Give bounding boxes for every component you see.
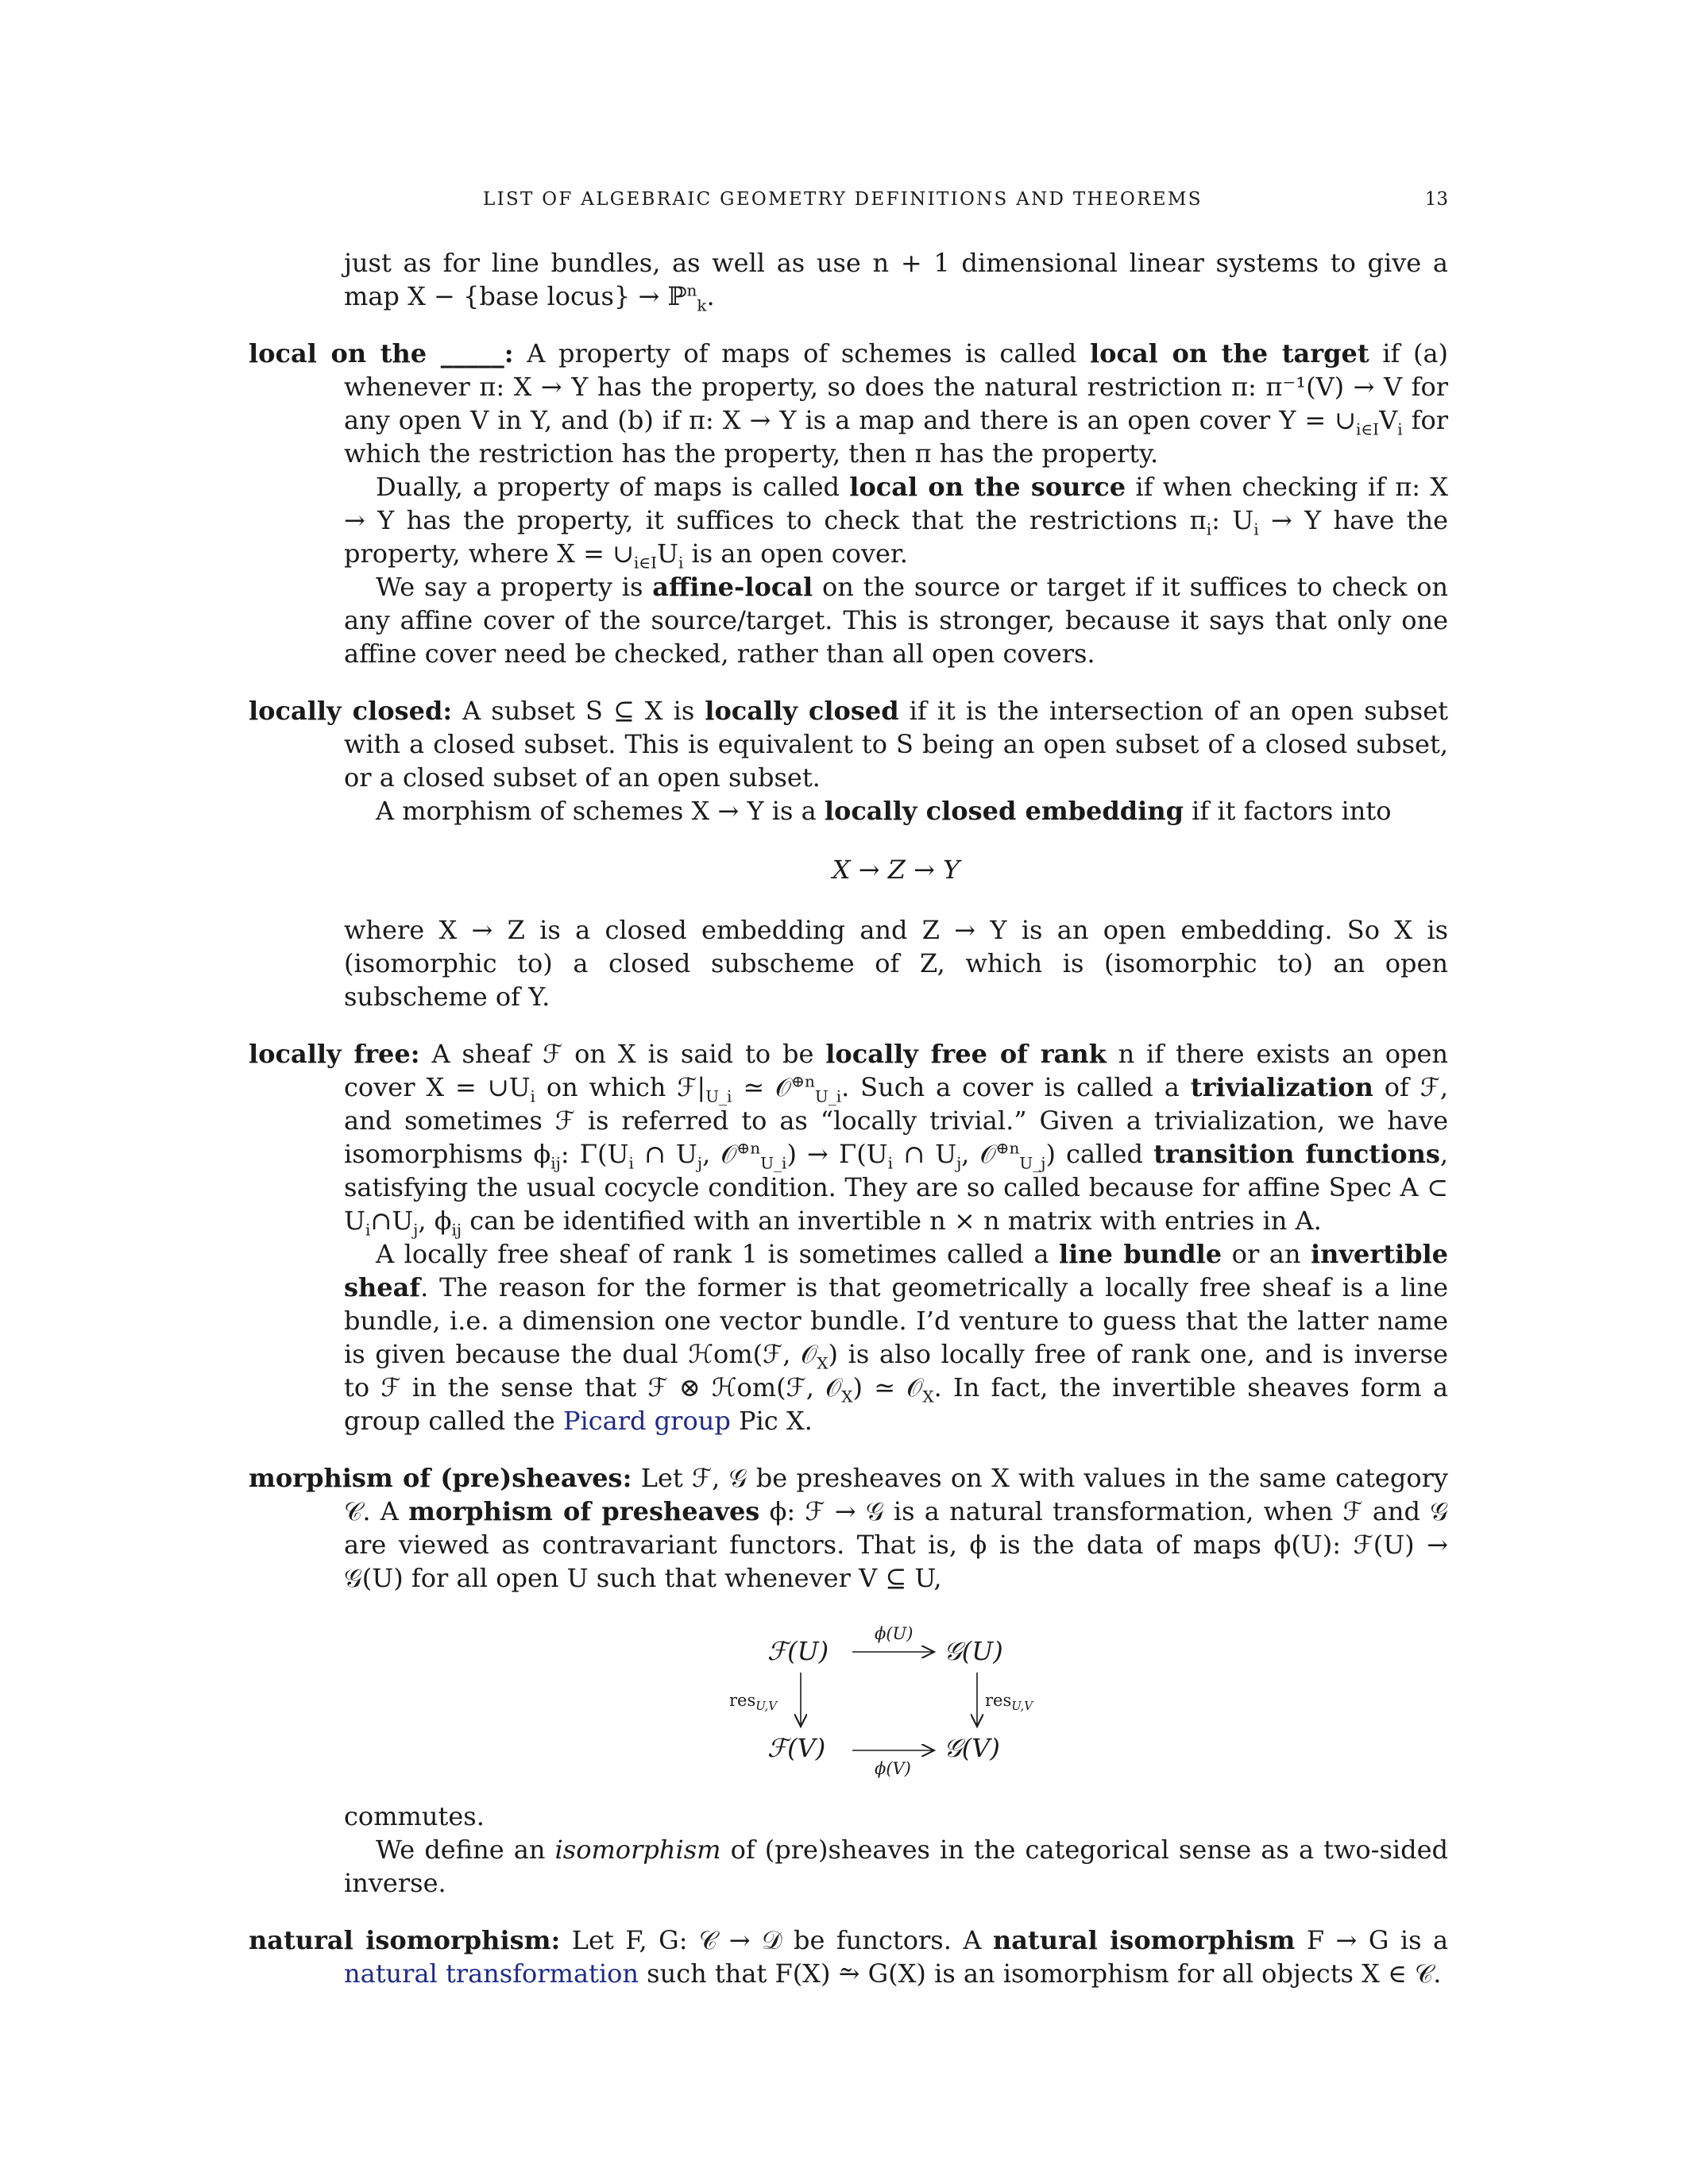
commutative-diagram-svg [729, 1609, 1063, 1792]
text: ) ≃ 𝒪 [852, 1372, 923, 1403]
continuation-line2: X − {base locus} → ℙ [408, 281, 687, 311]
math-subscript: i [887, 1153, 894, 1173]
cd-right-arrow-label: res$_{U,V}$ [985, 1691, 1033, 1713]
text: V [1379, 405, 1398, 435]
bold-term: natural isomorphism [992, 1925, 1296, 1955]
term-natural-isomorphism: natural isomorphism: [249, 1925, 561, 1955]
text: . Such a cover is called a [841, 1072, 1180, 1102]
cd-top-right: 𝒢(U) [944, 1636, 1003, 1666]
bold-term: locally closed [705, 696, 899, 726]
entry-morphism-of-presheaves [249, 1461, 1448, 1900]
text: A morphism of schemes X → Y is a [376, 796, 817, 826]
math-subscript: i [1253, 519, 1259, 539]
text: Let ℱ, 𝒢 be presheaves on X with values in the same category 𝒞. A [344, 1463, 1448, 1526]
commutative-diagram [249, 1609, 1448, 1792]
text: if it is the intersection of an open subset with a closed subset. This is equivalent to S being an open subset of a closed subset, or a closed subset of an open subset. [344, 696, 1449, 793]
math-subscript: U_i [814, 1086, 842, 1106]
math-subscript: i [1397, 419, 1403, 439]
text: A sheaf ℱ on X is said to be [431, 1039, 814, 1069]
continuation-paragraph [249, 246, 1448, 313]
text: , ϕ [418, 1206, 452, 1236]
text: is an open cover. [691, 538, 908, 569]
text: ∩U [370, 1206, 414, 1236]
continuation-line1: just as for line bundles, as well as use n + 1 dimensional linear systems to give a map [344, 248, 1448, 311]
text: , satisfying the usual cocycle condition. They are so called because for affine Spec A ⊂ U [344, 1139, 1449, 1236]
entry-locally-closed [249, 694, 1448, 1013]
header-title: LIST OF ALGEBRAIC GEOMETRY DEFINITIONS AND THEOREMS [483, 189, 1203, 210]
math-subscript: i [678, 553, 684, 573]
math-subscript: i∈I [633, 553, 657, 573]
text: Let F, G: 𝒞 → 𝒟 be functors. A [571, 1925, 982, 1955]
text: ) called [1045, 1139, 1143, 1169]
cd-bottom-right: 𝒢(V) [944, 1733, 1000, 1763]
math-subscript: U_i [705, 1086, 732, 1106]
text: on which ℱ| [546, 1072, 706, 1102]
math-subscript: j [956, 1153, 962, 1173]
bold-term: trivialization [1190, 1072, 1373, 1102]
text: commutes. [344, 1801, 485, 1831]
text: U [657, 538, 678, 569]
text: such that F(X) ⥲ G(X) is an isomorphism for all objects X ∈ 𝒞. [647, 1958, 1442, 1989]
text: for which the restriction has the property, then π has the property. [344, 405, 1449, 469]
text: A locally free sheaf of rank 1 is sometimes called a [376, 1239, 1049, 1269]
cd-left-arrow-label: res$_{U,V}$ [729, 1691, 778, 1713]
text: if (a) whenever π: X → Y has the property, so does the natural restriction π: π⁻¹(V) → V for any open V in Y, and (b) if π: X → Y is a map and there is an open cover Y = ∪ [344, 338, 1449, 435]
math-superscript: ⊕n [791, 1071, 815, 1091]
bold-term: local on the source [849, 472, 1126, 502]
entry-locally-free [249, 1037, 1448, 1437]
math-superscript: ⊕n [995, 1138, 1020, 1158]
math-subscript: ij [451, 1220, 462, 1240]
term-local-on-the: local on the _____: [249, 338, 514, 369]
math-subscript: i [628, 1153, 634, 1173]
text: → Y have the property, where X = ∪ [344, 505, 1449, 569]
term-locally-free: locally free: [249, 1039, 420, 1069]
math-superscript: ⊕n [736, 1138, 761, 1158]
text: of (pre)sheaves in the categorical sense as a two-sided inverse. [344, 1835, 1449, 1898]
math-subscript: i [1206, 519, 1212, 539]
text: of ℱ, and sometimes ℱ is referred to as “locally trivial.” Given a trivialization, we have isomorphisms ϕ [344, 1072, 1449, 1169]
term-morphism-of-presheaves: morphism of (pre)sheaves: [249, 1463, 632, 1493]
text: . The reason for the former is that geometrically a locally free sheaf is a line bundle, i.e. a dimension one vector bundle. I’d venture to guess that the latter name is given because the dual ℋom(ℱ, 𝒪 [344, 1272, 1448, 1369]
running-header [483, 189, 1448, 210]
text: ∩ U [903, 1139, 957, 1169]
cd-bottom-left: ℱ(V) [767, 1733, 826, 1763]
math-subscript: i [365, 1220, 371, 1240]
page-body [249, 246, 1448, 2014]
math-subscript: X [841, 1387, 853, 1406]
text: if it factors into [1192, 796, 1392, 826]
text: F → G is a [1306, 1925, 1449, 1955]
cd-top-left: ℱ(U) [767, 1636, 829, 1666]
cd-bottom-arrow-label: ϕ(V) [875, 1759, 911, 1778]
bold-term: affine-local [652, 572, 813, 602]
text: ) → Γ(U [786, 1139, 888, 1169]
text: We say a property is [376, 572, 643, 602]
term-locally-closed: locally closed: [249, 696, 453, 726]
text: ≃ 𝒪 [743, 1072, 792, 1102]
math-subscript: U_j [1019, 1153, 1046, 1173]
math-subscript: j [413, 1220, 419, 1240]
math-subscript: i∈I [1355, 419, 1380, 439]
text: , 𝒪 [702, 1139, 737, 1169]
text: where X → Z is a closed embedding and Z → Y is an open embedding. So X is (isomorphic to) a closed subscheme of Z, which is (isomorphic to) an open subscheme of Y. [344, 915, 1448, 1012]
text: A subset S ⊆ X is [462, 696, 695, 726]
text: or an [1231, 1239, 1301, 1269]
italic-term: isomorphism [554, 1835, 721, 1865]
math-subscript: X [817, 1353, 829, 1373]
bold-term: locally free of rank [825, 1039, 1107, 1069]
text: on the source or target if it suffices to check on any affine cover of the source/target. This is stronger, because it says that only one affine cover need be checked, rather than all open covers. [344, 572, 1449, 669]
math-subscript: X [922, 1387, 934, 1406]
text: n if there exists an open cover X = ∪U [344, 1039, 1449, 1102]
text: Dually, a property of maps is called [376, 472, 840, 502]
math-subscript: U_i [760, 1153, 787, 1173]
entry-natural-isomorphism [249, 1924, 1448, 1990]
math-subscript: ij [550, 1153, 561, 1173]
text: A property of maps of schemes is called [527, 338, 1077, 369]
text: if when checking if π: X → Y has the property, it suffices to check that the restrictions π [344, 472, 1449, 535]
text: ∩ U [643, 1139, 697, 1169]
display-equation: X → Z → Y [832, 855, 960, 885]
bold-term: transition functions [1153, 1139, 1440, 1169]
text: can be identified with an invertible n × n matrix with entries in A. [469, 1206, 1322, 1236]
text: We define an [376, 1835, 546, 1865]
text: . In fact, the invertible sheaves form a group called the [344, 1372, 1448, 1436]
bold-term: line bundle [1058, 1239, 1223, 1269]
math-subscript: i [530, 1086, 535, 1106]
text: ϕ: ℱ → 𝒢 is a natural transformation, when ℱ and 𝒢 are viewed as contravariant functors. That is, ϕ is the data of maps ϕ(U): ℱ(U) → 𝒢(U) for all open U such that whenever V ⊆ U, [344, 1496, 1449, 1593]
text: : Γ(U [560, 1139, 629, 1169]
bold-term: morphism of presheaves [408, 1496, 760, 1526]
page-number: 13 [1424, 189, 1448, 210]
bold-term: invertible sheaf [344, 1239, 1449, 1302]
entry-local-on-the [249, 337, 1448, 670]
punctuation: . [706, 281, 715, 311]
cd-top-arrow-label: ϕ(U) [875, 1624, 914, 1643]
text: Pic X. [738, 1406, 813, 1436]
text: , 𝒪 [961, 1139, 996, 1169]
link-natural-transformation[interactable]: natural transformation [344, 1958, 639, 1989]
math-superscript: n [686, 280, 697, 300]
math-subscript: k [697, 295, 707, 315]
text: : U [1211, 505, 1254, 535]
bold-term: locally closed embedding [824, 796, 1184, 826]
text: ) is also locally free of rank one, and is inverse to ℱ in the sense that ℱ ⊗ ℋom(ℱ, 𝒪 [344, 1339, 1448, 1403]
bold-term: local on the target [1089, 338, 1369, 369]
math-subscript: j [697, 1153, 703, 1173]
link-picard-group[interactable]: Picard group [562, 1406, 731, 1436]
